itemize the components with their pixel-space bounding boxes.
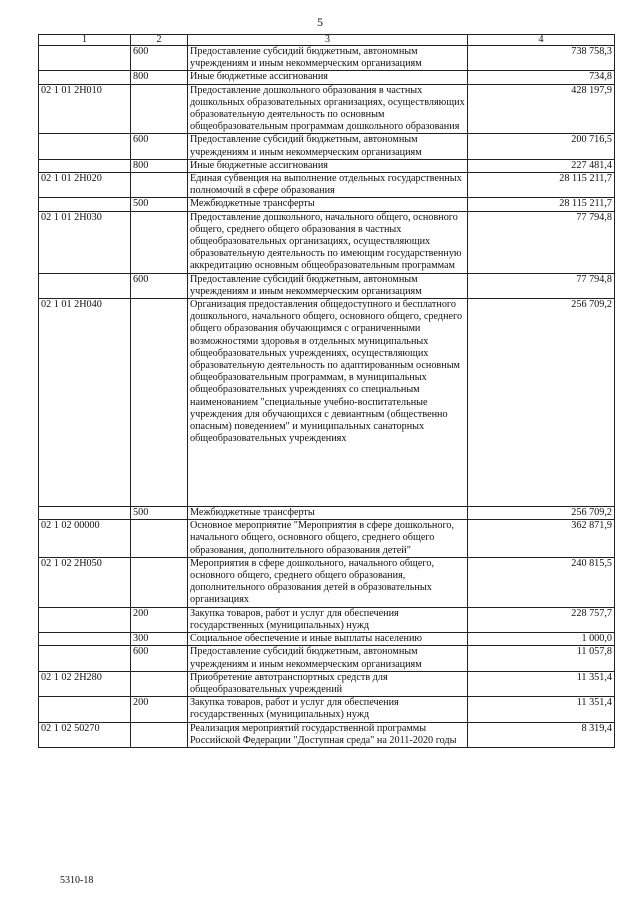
table-row — [39, 633, 615, 646]
expense-kind: 600 — [131, 134, 188, 159]
item-name: Предоставление субсидий бюджетным, автономным учреждениям и иным некоммерческим организациям — [188, 134, 468, 159]
table-row — [39, 671, 615, 696]
amount: 11 351,4 — [468, 697, 615, 722]
target-code: 02 1 01 2Н030 — [39, 211, 131, 273]
target-code: 02 1 01 2Н040 — [39, 299, 131, 507]
expense-kind — [131, 557, 188, 607]
target-code: 02 1 02 2Н280 — [39, 671, 131, 696]
target-code: 02 1 02 00000 — [39, 520, 131, 558]
item-name: Межбюджетные трансферты — [188, 198, 468, 211]
table-row — [39, 507, 615, 520]
header-col-4: 4 — [468, 35, 615, 46]
item-name: Закупка товаров, работ и услуг для обеспечения государственных (муниципальных) нужд — [188, 607, 468, 632]
table-row — [39, 697, 615, 722]
item-name: Предоставление субсидий бюджетным, автономным учреждениям и иным некоммерческим организациям — [188, 646, 468, 671]
amount: 734,8 — [468, 71, 615, 84]
item-name: Межбюджетные трансферты — [188, 507, 468, 520]
item-name: Предоставление субсидий бюджетным, автономным учреждениям и иным некоммерческим организациям — [188, 273, 468, 298]
amount: 8 319,4 — [468, 722, 615, 747]
document-code: 5310-18 — [60, 875, 94, 886]
expense-kind — [131, 299, 188, 507]
expense-kind: 300 — [131, 633, 188, 646]
table-row — [39, 84, 615, 134]
expense-kind — [131, 84, 188, 134]
amount: 11 057,8 — [468, 646, 615, 671]
table-row — [39, 520, 615, 558]
expense-kind: 800 — [131, 71, 188, 84]
expense-kind: 600 — [131, 646, 188, 671]
amount: 200 716,5 — [468, 134, 615, 159]
table-row — [39, 173, 615, 198]
amount: 738 758,3 — [468, 46, 615, 71]
table-row — [39, 299, 615, 507]
expense-kind: 200 — [131, 697, 188, 722]
amount: 228 757,7 — [468, 607, 615, 632]
expense-kind: 600 — [131, 273, 188, 298]
target-code: 02 1 01 2Н010 — [39, 84, 131, 134]
page-number: 5 — [317, 15, 323, 29]
amount: 77 794,8 — [468, 273, 615, 298]
target-code — [39, 198, 131, 211]
expense-kind: 500 — [131, 507, 188, 520]
target-code: 02 1 02 2Н050 — [39, 557, 131, 607]
table-row — [39, 646, 615, 671]
target-code — [39, 273, 131, 298]
expense-kind: 500 — [131, 198, 188, 211]
item-name: Закупка товаров, работ и услуг для обеспечения государственных (муниципальных) нужд — [188, 697, 468, 722]
table-row — [39, 722, 615, 747]
amount: 77 794,8 — [468, 211, 615, 273]
table-row — [39, 607, 615, 632]
amount: 428 197,9 — [468, 84, 615, 134]
target-code — [39, 507, 131, 520]
expense-kind — [131, 671, 188, 696]
item-name: Предоставление дошкольного, начального общего, основного общего, среднего общего образования в частных общеобразовательных организациях, осуществляющих образовательную деятельность по имеющим государственную аккредитацию основным общеобразовательным программам — [188, 211, 468, 273]
target-code — [39, 633, 131, 646]
item-name: Предоставление дошкольного образования в частных дошкольных образовательных организациях, осуществляющих образовательную деятельность по основным общеобразовательным программам дошкольного образования — [188, 84, 468, 134]
header-col-1: 1 — [39, 35, 131, 46]
item-name: Предоставление субсидий бюджетным, автономным учреждениям и иным некоммерческим организациям — [188, 46, 468, 71]
expense-kind — [131, 173, 188, 198]
target-code — [39, 697, 131, 722]
target-code — [39, 71, 131, 84]
amount: 227 481,4 — [468, 159, 615, 172]
table-row — [39, 557, 615, 607]
item-name: Иные бюджетные ассигнования — [188, 159, 468, 172]
table-row — [39, 46, 615, 71]
amount: 28 115 211,7 — [468, 198, 615, 211]
amount: 11 351,4 — [468, 671, 615, 696]
header-col-2: 2 — [131, 35, 188, 46]
amount: 28 115 211,7 — [468, 173, 615, 198]
table-row — [39, 134, 615, 159]
item-name: Реализация мероприятий государственной программы Российской Федерации "Доступная среда" на 2011-2020 годы — [188, 722, 468, 747]
target-code — [39, 646, 131, 671]
item-name: Мероприятия в сфере дошкольного, начального общего, основного общего, среднего общего образования, дополнительного образования детей в образовательных организациях — [188, 557, 468, 607]
table-row — [39, 71, 615, 84]
expense-kind — [131, 722, 188, 747]
header-col-3: 3 — [188, 35, 468, 46]
expense-kind: 600 — [131, 46, 188, 71]
target-code — [39, 607, 131, 632]
budget-table — [38, 34, 615, 748]
amount: 362 871,9 — [468, 520, 615, 558]
table-row — [39, 159, 615, 172]
item-name: Организация предоставления общедоступного и бесплатного дошкольного, начального общего, основного общего, среднего общего образования обучающимся с ограниченными возможностями здоровья в отдельных муниципальных общеобразовательных учреждениях, осуществляющих образовательную деятельность по адаптированным основным общеобразовательным программам, в муниципальных общеобразовательных учреждениях со специальным наименованием "специальные учебно-воспитательные учреждения для обучающихся с девиантным (общественно опасным) поведением" и муниципальных санаторных общеобразовательных учреждениях — [188, 299, 468, 507]
target-code — [39, 46, 131, 71]
item-name: Приобретение автотранспортных средств для общеобразовательных учреждений — [188, 671, 468, 696]
item-name: Иные бюджетные ассигнования — [188, 71, 468, 84]
amount: 256 709,2 — [468, 507, 615, 520]
table-row — [39, 273, 615, 298]
expense-kind — [131, 211, 188, 273]
expense-kind: 200 — [131, 607, 188, 632]
expense-kind: 800 — [131, 159, 188, 172]
target-code: 02 1 01 2Н020 — [39, 173, 131, 198]
expense-kind — [131, 520, 188, 558]
target-code — [39, 159, 131, 172]
item-name: Единая субвенция на выполнение отдельных государственных полномочий в сфере образования — [188, 173, 468, 198]
table-row — [39, 198, 615, 211]
item-name: Социальное обеспечение и иные выплаты населению — [188, 633, 468, 646]
header-row — [39, 35, 615, 46]
amount: 240 815,5 — [468, 557, 615, 607]
amount: 1 000,0 — [468, 633, 615, 646]
target-code: 02 1 02 50270 — [39, 722, 131, 747]
item-name: Основное мероприятие "Мероприятия в сфере дошкольного, начального общего, основного общего, среднего общего образования, дополнительного образования детей" — [188, 520, 468, 558]
amount: 256 709,2 — [468, 299, 615, 507]
table-row — [39, 211, 615, 273]
target-code — [39, 134, 131, 159]
